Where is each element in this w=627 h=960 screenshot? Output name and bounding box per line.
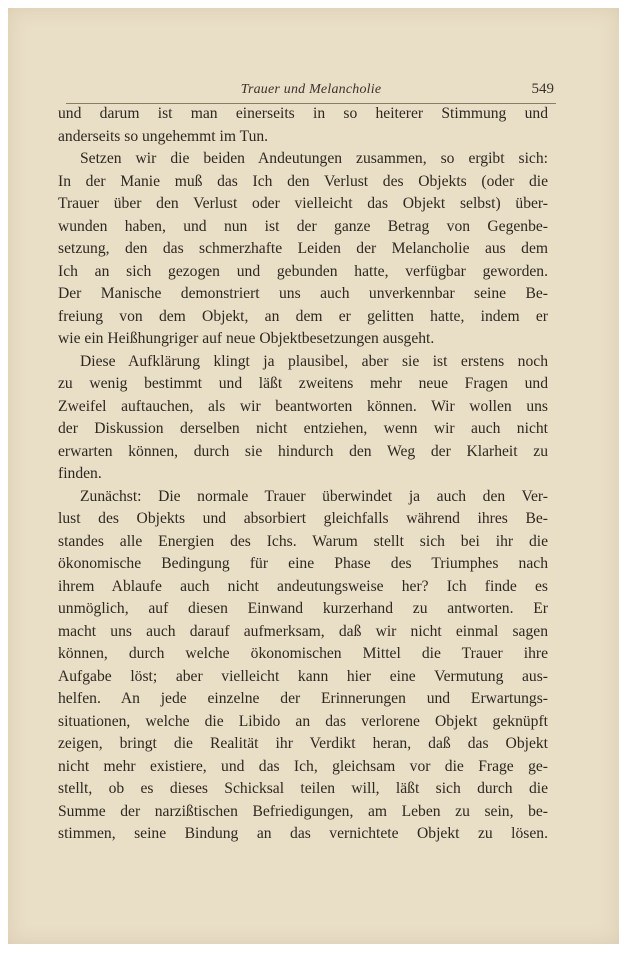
text-line: und darum ist man einerseits in so heiterer Stimmung und <box>58 105 548 122</box>
paragraph <box>58 148 548 351</box>
text-line: Setzen wir die beiden Andeutungen zusammen, so ergibt sich: <box>80 150 548 167</box>
paragraph <box>58 486 548 846</box>
text-line: Zunächst: Die normale Trauer überwindet ja auch den Ver- <box>80 487 548 505</box>
text-line: wie ein Heißhungriger auf neue Objektbesetzungen ausgeht. <box>58 330 435 347</box>
text-line: Der Manische demonstriert uns auch unverkennbar seine Be- <box>58 285 548 302</box>
page-number: 549 <box>531 81 554 97</box>
text-line: Summe der narzißtischen Befriedigungen, am Leben zu sein, be- <box>58 802 548 820</box>
text-line: Diese Aufklärung klingt ja plausibel, aber sie ist erstens noch <box>80 352 548 370</box>
text-line: Trauer über den Verlust oder vielleicht das Objekt selbst) über- <box>58 195 548 212</box>
text-line: stimmen, seine Bindung an das vernichtete Objekt zu lösen. <box>58 825 548 842</box>
text-line: freiung von dem Objekt, an dem er gelitten hatte, indem er <box>58 307 548 325</box>
text-line: Zweifel auftauchen, als wir beantworten können. Wir wollen uns <box>58 397 548 415</box>
text-line: macht uns auch darauf aufmerksam, daß wir nicht einmal sagen <box>58 622 548 640</box>
text-line: ihrem Ablaufe auch nicht andeutungsweise her? Ich finde es <box>58 577 548 595</box>
page-header <box>66 81 556 104</box>
text-line: In der Manie muß das Ich den Verlust des Objekts (oder die <box>58 172 548 190</box>
text-line: ökonomische Bedingung für eine Phase des Triumphes nach <box>58 555 548 572</box>
text-line: setzung, den das schmerzhafte Leiden der Melancholie aus dem <box>58 240 548 257</box>
text-line: finden. <box>58 465 102 482</box>
text-line: situationen, welche die Libido an das verlorene Objekt geknüpft <box>58 712 548 730</box>
text-line: standes alle Energien des Ichs. Warum stellt sich bei ihr die <box>58 532 548 550</box>
text-line: erwarten können, durch sie hindurch den Weg der Klarheit zu <box>58 442 548 460</box>
text-line: können, durch welche ökonomischen Mittel die Trauer ihre <box>58 645 548 662</box>
text-line: anderseits so ungehemmt im Tun. <box>58 127 269 145</box>
text-line: helfen. An jede einzelne der Erinnerungen und Erwartungs- <box>58 690 548 707</box>
text-line: nicht mehr existiere, und das Ich, gleichsam vor die Frage ge- <box>58 757 548 775</box>
text-line: wunden haben, und nun ist der ganze Betrag von Gegenbe- <box>58 217 548 235</box>
paragraph <box>58 351 548 486</box>
text-line: unmöglich, auf diesen Einwand kurzerhand zu antworten. Er <box>58 600 548 617</box>
body-text <box>58 103 548 846</box>
text-line: zu wenig bestimmt und läßt zweitens mehr neue Fragen und <box>58 375 548 392</box>
text-line: der Diskussion derselben nicht entziehen, wenn wir auch nicht <box>58 420 548 437</box>
paragraph <box>58 103 548 148</box>
text-line: Aufgabe löst; aber vielleicht kann hier eine Vermutung aus- <box>58 667 548 685</box>
text-line: Ich an sich gezogen und gebunden hatte, verfügbar geworden. <box>58 262 548 280</box>
running-title: Trauer und Melancholie <box>240 82 382 97</box>
text-line: stellt, ob es dieses Schicksal teilen will, läßt sich durch die <box>58 780 548 797</box>
text-line: zeigen, bringt die Realität ihr Verdikt heran, daß das Objekt <box>58 735 548 752</box>
text-line: lust des Objekts und absorbiert gleichfalls während ihres Be- <box>58 510 548 527</box>
